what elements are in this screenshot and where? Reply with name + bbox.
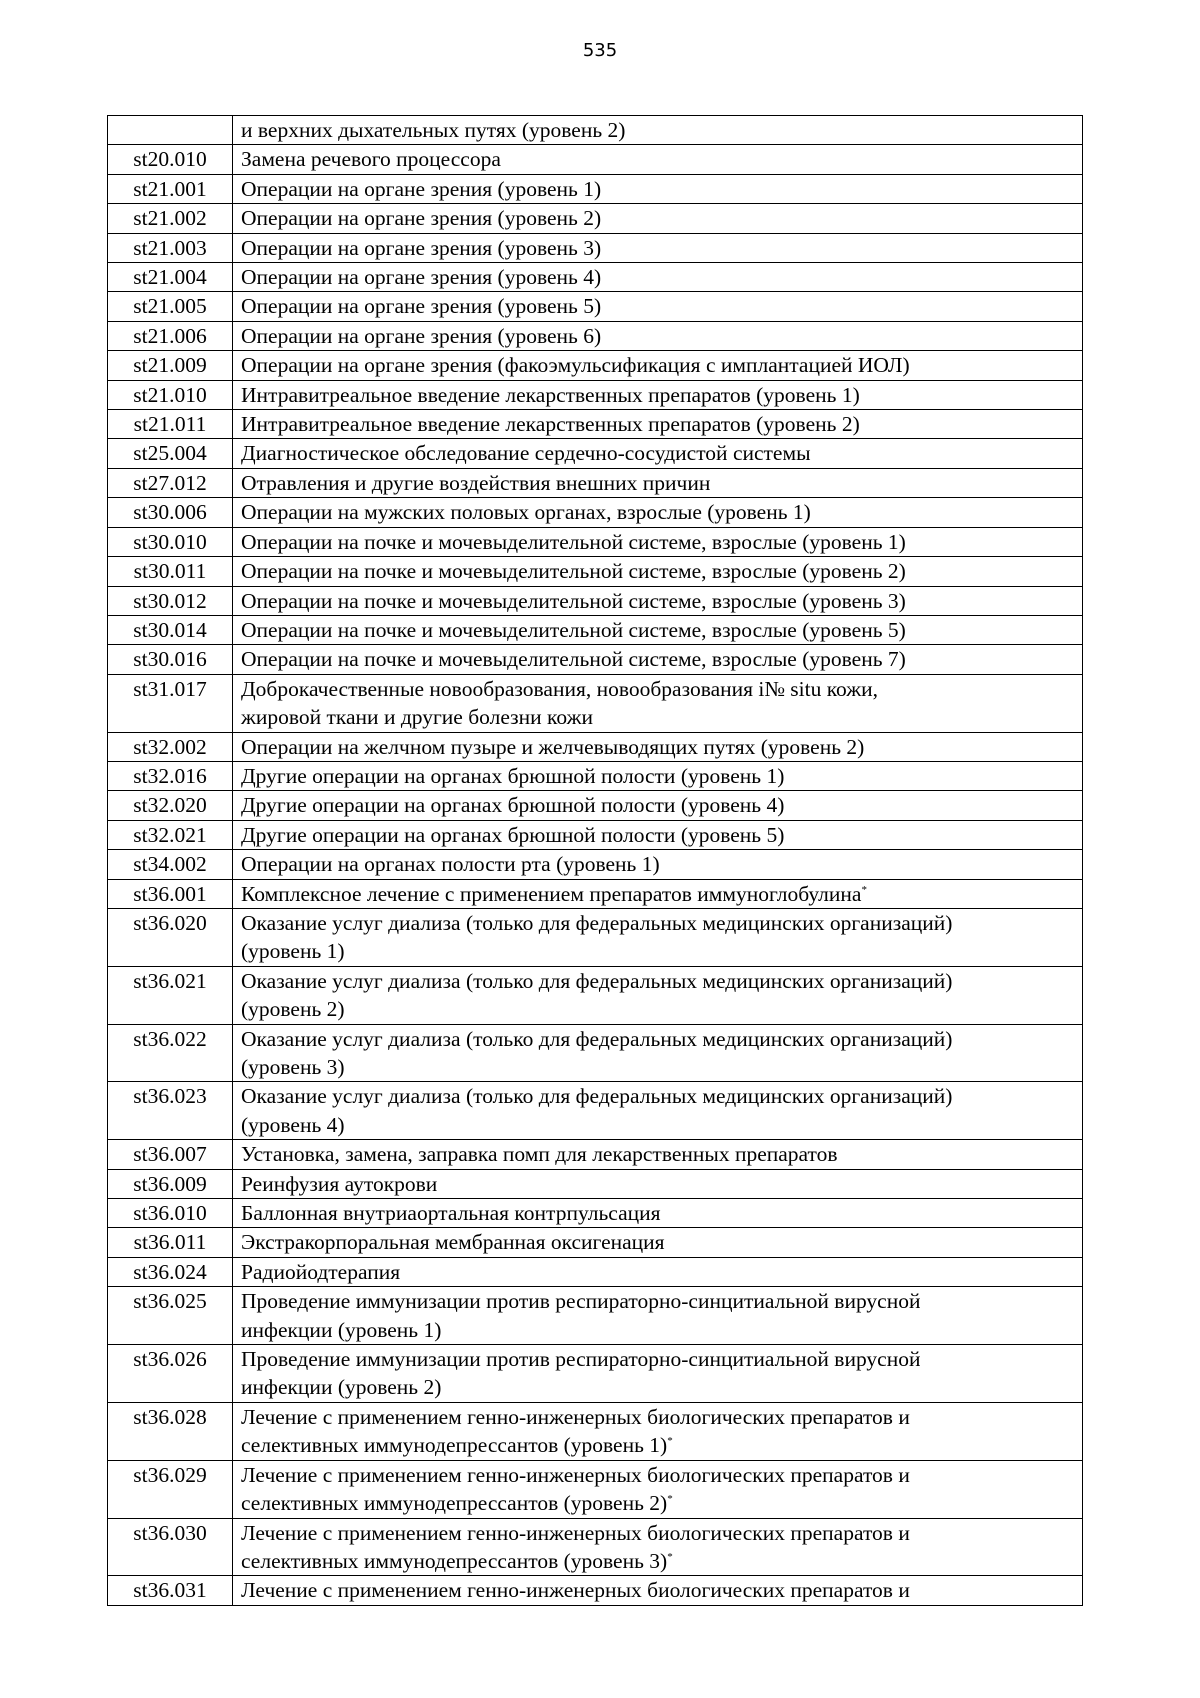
table-row — [108, 1199, 1083, 1228]
table-row — [108, 263, 1083, 292]
row-code: st36.010 — [108, 1199, 233, 1228]
row-description-cell — [233, 439, 1083, 468]
footnote-marker: * — [861, 883, 867, 896]
table-row — [108, 1228, 1083, 1257]
row-code: st36.020 — [108, 908, 233, 966]
row-description: Операции на органе зрения (уровень 5) — [241, 294, 602, 319]
row-code: st21.001 — [108, 174, 233, 203]
table-row — [108, 1518, 1083, 1576]
table-row — [108, 410, 1083, 439]
row-description: Реинфузия аутокрови — [241, 1171, 438, 1196]
row-description: Операции на почке и мочевыделительной системе, взрослые (уровень 5) — [241, 617, 906, 642]
table-row — [108, 850, 1083, 879]
row-description: Замена речевого процессора — [241, 147, 501, 172]
table-row — [108, 1169, 1083, 1198]
row-code: st21.002 — [108, 204, 233, 233]
row-description-cell — [233, 966, 1083, 1024]
table-row — [108, 498, 1083, 527]
row-code: st36.001 — [108, 879, 233, 908]
row-description-cell — [233, 233, 1083, 262]
row-code: st20.010 — [108, 145, 233, 174]
row-description: Оказание услуг диализа (только для федеральных медицинских организаций) (уровень 4) — [241, 1084, 953, 1137]
row-description-cell — [233, 1082, 1083, 1140]
row-code — [108, 116, 233, 145]
page-number: 535 — [582, 40, 618, 61]
row-description: Другие операции на органах брюшной полости (уровень 5) — [241, 822, 785, 847]
row-description-cell — [233, 498, 1083, 527]
row-description-cell — [233, 850, 1083, 879]
table-row — [108, 321, 1083, 350]
row-description: Оказание услуг диализа (только для федеральных медицинских организаций) (уровень 2) — [241, 968, 953, 1022]
table-row — [108, 820, 1083, 849]
row-code: st21.010 — [108, 380, 233, 409]
row-code: st21.004 — [108, 263, 233, 292]
table-body — [108, 116, 1083, 1606]
row-description-cell — [233, 527, 1083, 556]
row-description: Операции на органе зрения (уровень 4) — [241, 265, 602, 290]
row-description: Лечение с применением генно-инженерных биологических препаратов и — [241, 1578, 910, 1603]
row-code: st36.024 — [108, 1257, 233, 1286]
footnote-marker: * — [667, 1550, 673, 1563]
row-description: Лечение с применением генно-инженерных биологических препаратов и селективных иммунодепрессантов (уровень 3) — [241, 1520, 910, 1573]
row-description-cell — [233, 1024, 1083, 1082]
row-description-cell — [233, 820, 1083, 849]
row-description: Операции на органе зрения (факоэмульсификация с имплантацией ИОЛ) — [241, 353, 910, 378]
row-description-cell — [233, 908, 1083, 966]
row-description: Проведение иммунизации против респираторно-синцитиальной вирусной инфекции (уровень 2) — [241, 1347, 921, 1400]
row-description-cell — [233, 557, 1083, 586]
table-row — [108, 615, 1083, 644]
row-code: st36.023 — [108, 1082, 233, 1140]
row-code: st36.031 — [108, 1576, 233, 1605]
row-description-cell — [233, 145, 1083, 174]
table-row — [108, 204, 1083, 233]
row-description: Операции на органе зрения (уровень 1) — [241, 176, 602, 201]
row-description-cell — [233, 174, 1083, 203]
table-row — [108, 1140, 1083, 1169]
table-row — [108, 116, 1083, 145]
row-description-cell — [233, 732, 1083, 761]
table-row — [108, 966, 1083, 1024]
row-description-cell — [233, 321, 1083, 350]
row-description-cell — [233, 204, 1083, 233]
row-description-cell — [233, 263, 1083, 292]
table-row — [108, 145, 1083, 174]
row-description: Радиойодтерапия — [241, 1259, 401, 1284]
row-description-cell — [233, 1576, 1083, 1605]
row-code: st36.011 — [108, 1228, 233, 1257]
row-description: Отравления и другие воздействия внешних причин — [241, 470, 711, 495]
row-description-cell — [233, 1287, 1083, 1345]
row-description: Проведение иммунизации против респираторно-синцитиальной вирусной инфекции (уровень 1) — [241, 1289, 921, 1342]
row-code: st30.011 — [108, 557, 233, 586]
row-description: Операции на органах полости рта (уровень 1) — [241, 852, 660, 877]
row-code: st36.025 — [108, 1287, 233, 1345]
row-description-cell — [233, 761, 1083, 790]
row-description: Другие операции на органах брюшной полости (уровень 1) — [241, 763, 785, 788]
table-row — [108, 908, 1083, 966]
row-description-cell — [233, 1402, 1083, 1460]
row-code: st21.003 — [108, 233, 233, 262]
table-row — [108, 879, 1083, 908]
table-row — [108, 468, 1083, 497]
row-code: st32.016 — [108, 761, 233, 790]
row-description: Доброкачественные новообразования, новообразования i№ situ кожи, жировой ткани и другие болезни кожи — [241, 676, 879, 730]
table-row — [108, 791, 1083, 820]
row-code: st32.002 — [108, 732, 233, 761]
row-description-cell — [233, 1228, 1083, 1257]
row-code: st31.017 — [108, 674, 233, 732]
table-row — [108, 557, 1083, 586]
row-description-cell — [233, 879, 1083, 908]
table-row — [108, 527, 1083, 556]
table-row — [108, 1402, 1083, 1460]
footnote-marker: * — [667, 1435, 673, 1448]
row-description: Установка, замена, заправка помп для лекарственных препаратов — [241, 1142, 838, 1167]
row-code: st32.020 — [108, 791, 233, 820]
row-code: st21.011 — [108, 410, 233, 439]
table-row — [108, 1576, 1083, 1605]
table-row — [108, 1082, 1083, 1140]
row-code: st30.010 — [108, 527, 233, 556]
row-description: Операции на органе зрения (уровень 3) — [241, 235, 602, 260]
row-description: Диагностическое обследование сердечно-сосудистой системы — [241, 441, 811, 466]
row-description: Операции на почке и мочевыделительной системе, взрослые (уровень 7) — [241, 647, 906, 672]
table-row — [108, 233, 1083, 262]
row-description-cell — [233, 1345, 1083, 1403]
row-description-cell — [233, 1140, 1083, 1169]
row-code: st21.005 — [108, 292, 233, 321]
row-code: st36.022 — [108, 1024, 233, 1082]
table-row — [108, 1024, 1083, 1082]
row-description-cell — [233, 468, 1083, 497]
row-code: st36.028 — [108, 1402, 233, 1460]
row-description-cell — [233, 586, 1083, 615]
table-row — [108, 1345, 1083, 1403]
row-description-cell — [233, 380, 1083, 409]
row-description-cell — [233, 1257, 1083, 1286]
row-code: st36.026 — [108, 1345, 233, 1403]
tariff-table — [107, 115, 1083, 1606]
row-description-cell — [233, 1199, 1083, 1228]
table-row — [108, 439, 1083, 468]
row-description-cell — [233, 1169, 1083, 1198]
row-code: st25.004 — [108, 439, 233, 468]
table-row — [108, 732, 1083, 761]
table-row — [108, 674, 1083, 732]
row-description: Операции на желчном пузыре и желчевыводящих путях (уровень 2) — [241, 734, 865, 759]
row-description: Баллонная внутриаортальная контрпульсация — [241, 1201, 661, 1226]
row-code: st30.014 — [108, 615, 233, 644]
table-row — [108, 292, 1083, 321]
row-code: st30.016 — [108, 645, 233, 674]
footnote-marker: * — [667, 1492, 673, 1505]
row-description-cell — [233, 645, 1083, 674]
row-description: Оказание услуг диализа (только для федеральных медицинских организаций) (уровень 3) — [241, 1026, 953, 1079]
row-code: st36.030 — [108, 1518, 233, 1576]
row-description: Интравитреальное введение лекарственных препаратов (уровень 2) — [241, 412, 860, 437]
table-row — [108, 174, 1083, 203]
row-description: Оказание услуг диализа (только для федеральных медицинских организаций) (уровень 1) — [241, 910, 953, 964]
table-row — [108, 1287, 1083, 1345]
row-description-cell — [233, 351, 1083, 380]
row-description-cell — [233, 674, 1083, 732]
row-code: st30.006 — [108, 498, 233, 527]
row-description-cell — [233, 292, 1083, 321]
row-description: Другие операции на органах брюшной полости (уровень 4) — [241, 793, 785, 818]
row-code: st36.029 — [108, 1460, 233, 1518]
row-description: Лечение с применением генно-инженерных биологических препаратов и селективных иммунодепрессантов (уровень 1) — [241, 1404, 910, 1458]
row-description-cell — [233, 410, 1083, 439]
row-code: st27.012 — [108, 468, 233, 497]
row-description: Интравитреальное введение лекарственных препаратов (уровень 1) — [241, 382, 860, 407]
row-code: st32.021 — [108, 820, 233, 849]
table-row — [108, 1460, 1083, 1518]
row-description: Операции на почке и мочевыделительной системе, взрослые (уровень 3) — [241, 588, 906, 613]
row-description-cell — [233, 1518, 1083, 1576]
row-description: Лечение с применением генно-инженерных биологических препаратов и селективных иммунодепрессантов (уровень 2) — [241, 1462, 910, 1516]
row-description: Операции на органе зрения (уровень 6) — [241, 323, 602, 348]
row-code: st36.021 — [108, 966, 233, 1024]
table-row — [108, 380, 1083, 409]
row-description: Операции на почке и мочевыделительной системе, взрослые (уровень 2) — [241, 559, 906, 584]
row-description: Комплексное лечение с применением препаратов иммуноглобулина — [241, 881, 862, 906]
row-description: Операции на почке и мочевыделительной системе, взрослые (уровень 1) — [241, 529, 906, 554]
row-description-cell — [233, 1460, 1083, 1518]
row-description: Экстракорпоральная мембранная оксигенация — [241, 1230, 665, 1255]
row-description: Операции на мужских половых органах, взрослые (уровень 1) — [241, 500, 811, 525]
row-code: st30.012 — [108, 586, 233, 615]
row-code: st36.009 — [108, 1169, 233, 1198]
row-description: и верхних дыхательных путях (уровень 2) — [241, 118, 626, 142]
table-row — [108, 1257, 1083, 1286]
table-row — [108, 351, 1083, 380]
row-code: st21.009 — [108, 351, 233, 380]
row-code: st36.007 — [108, 1140, 233, 1169]
table-row — [108, 645, 1083, 674]
row-code: st21.006 — [108, 321, 233, 350]
table-row — [108, 761, 1083, 790]
row-description-cell — [233, 791, 1083, 820]
row-description-cell — [233, 615, 1083, 644]
table-row — [108, 586, 1083, 615]
row-description: Операции на органе зрения (уровень 2) — [241, 206, 602, 231]
row-description-cell — [233, 116, 1083, 145]
row-code: st34.002 — [108, 850, 233, 879]
